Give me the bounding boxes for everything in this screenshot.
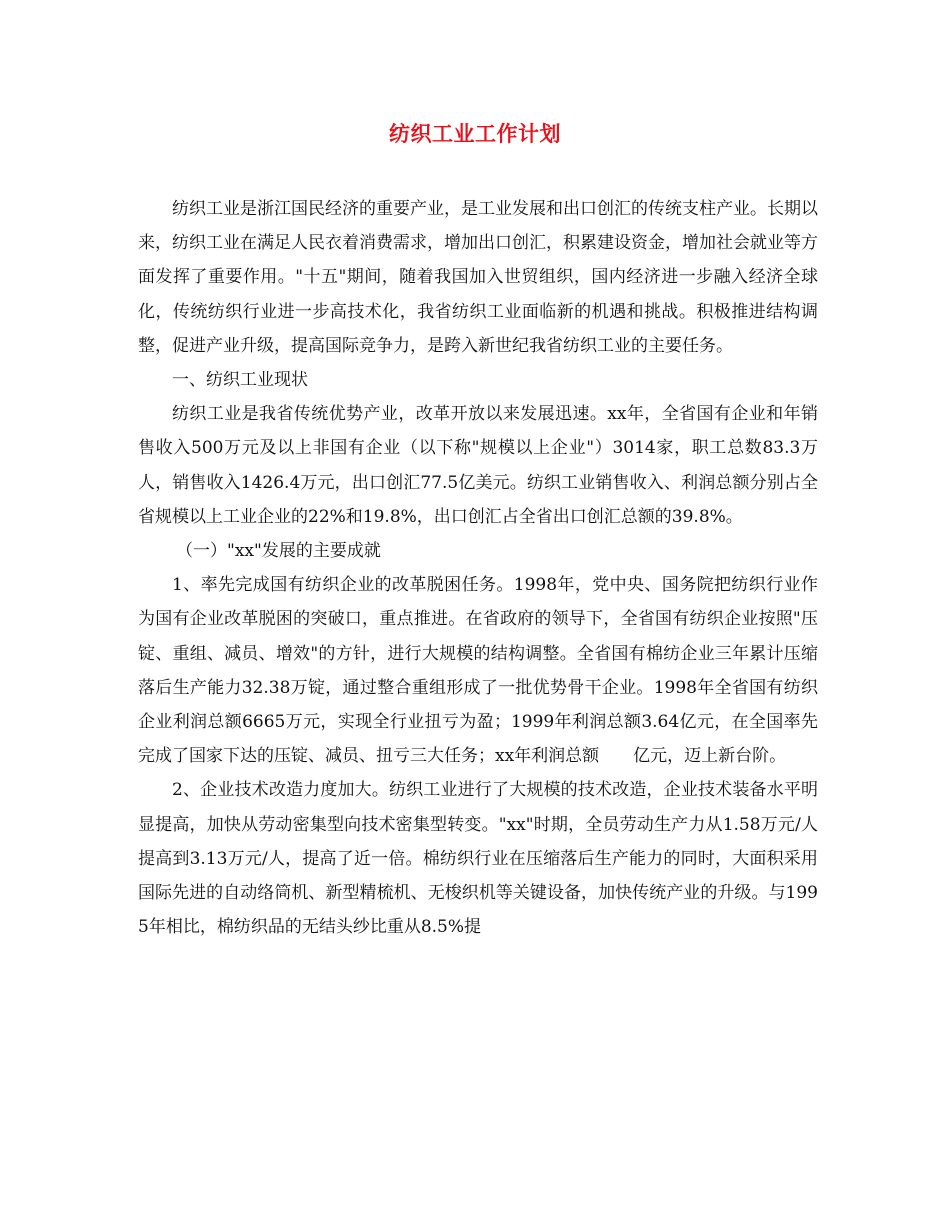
paragraph-achievement-1: 1、率先完成国有纺织企业的改革脱困任务。1998年，党中央、国务院把纺织行业作为国有企业改革脱困的突破口，重点推进。在省政府的领导下，全省国有纺织企业按照"压锭、重组、减员、增效"的方针，进行大规模的结构调整。全省国有棉纺企业三年累计压缩落后生产能力32.38万锭，通过整合重组形成了一批优势骨干企业。1998年全省国有纺织企业利润总额6665万元，实现全行业扭亏为盈；1999年利润总额3.64亿元，在全国率先完成了国家下达的压锭、减员、扭亏三大任务；xx年利润总额 亿元，迈上新台阶。 bbox=[138, 575, 818, 767]
document-body bbox=[138, 192, 818, 944]
paragraph-intro: 纺织工业是浙江国民经济的重要产业，是工业发展和出口创汇的传统支柱产业。长期以来，纺织工业在满足人民衣着消费需求，增加出口创汇，积累建设资金，增加社会就业等方面发挥了重要作用。"十五"期间，随着我国加入世贸组织，国内经济进一步融入经济全球化，传统纺织行业进一步高技术化，我省纺织工业面临新的机遇和挑战。积极推进结构调整，促进产业升级，提高国际竞争力，是跨入新世纪我省纺织工业的主要任务。 bbox=[138, 199, 818, 356]
paragraph-achievement-2: 2、企业技术改造力度加大。纺织工业进行了大规模的技术改造，企业技术装备水平明显提高，加快从劳动密集型向技术密集型转变。"xx"时期，全员劳动生产力从1.58万元/人提高到3.13万元/人，提高了近一倍。棉纺织行业在压缩落后生产能力的同时，大面积采用国际先进的自动络筒机、新型精梳机、无梭织机等关键设备，加快传统产业的升级。与1995年相比，棉纺织品的无结头纱比重从8.5%提 bbox=[138, 780, 818, 938]
section-heading-status: 一、纺织工业现状 bbox=[172, 370, 308, 391]
subsection-heading-achievements: （一）"xx"发展的主要成就 bbox=[176, 541, 381, 562]
paragraph-status: 纺织工业是我省传统优势产业，改革开放以来发展迅速。xx年，全省国有企业和年销售收入500万元及以上非国有企业（以下称"规模以上企业"）3014家，职工总数83.3万人，销售收入1426.4万元，出口创汇77.5亿美元。纺织工业销售收入、利润总额分别占全省规模以上工业企业的22%和19.8%，出口创汇占全省出口创汇总额的39.8%。 bbox=[138, 404, 818, 527]
document-title: 纺织工业工作计划 bbox=[389, 122, 561, 146]
